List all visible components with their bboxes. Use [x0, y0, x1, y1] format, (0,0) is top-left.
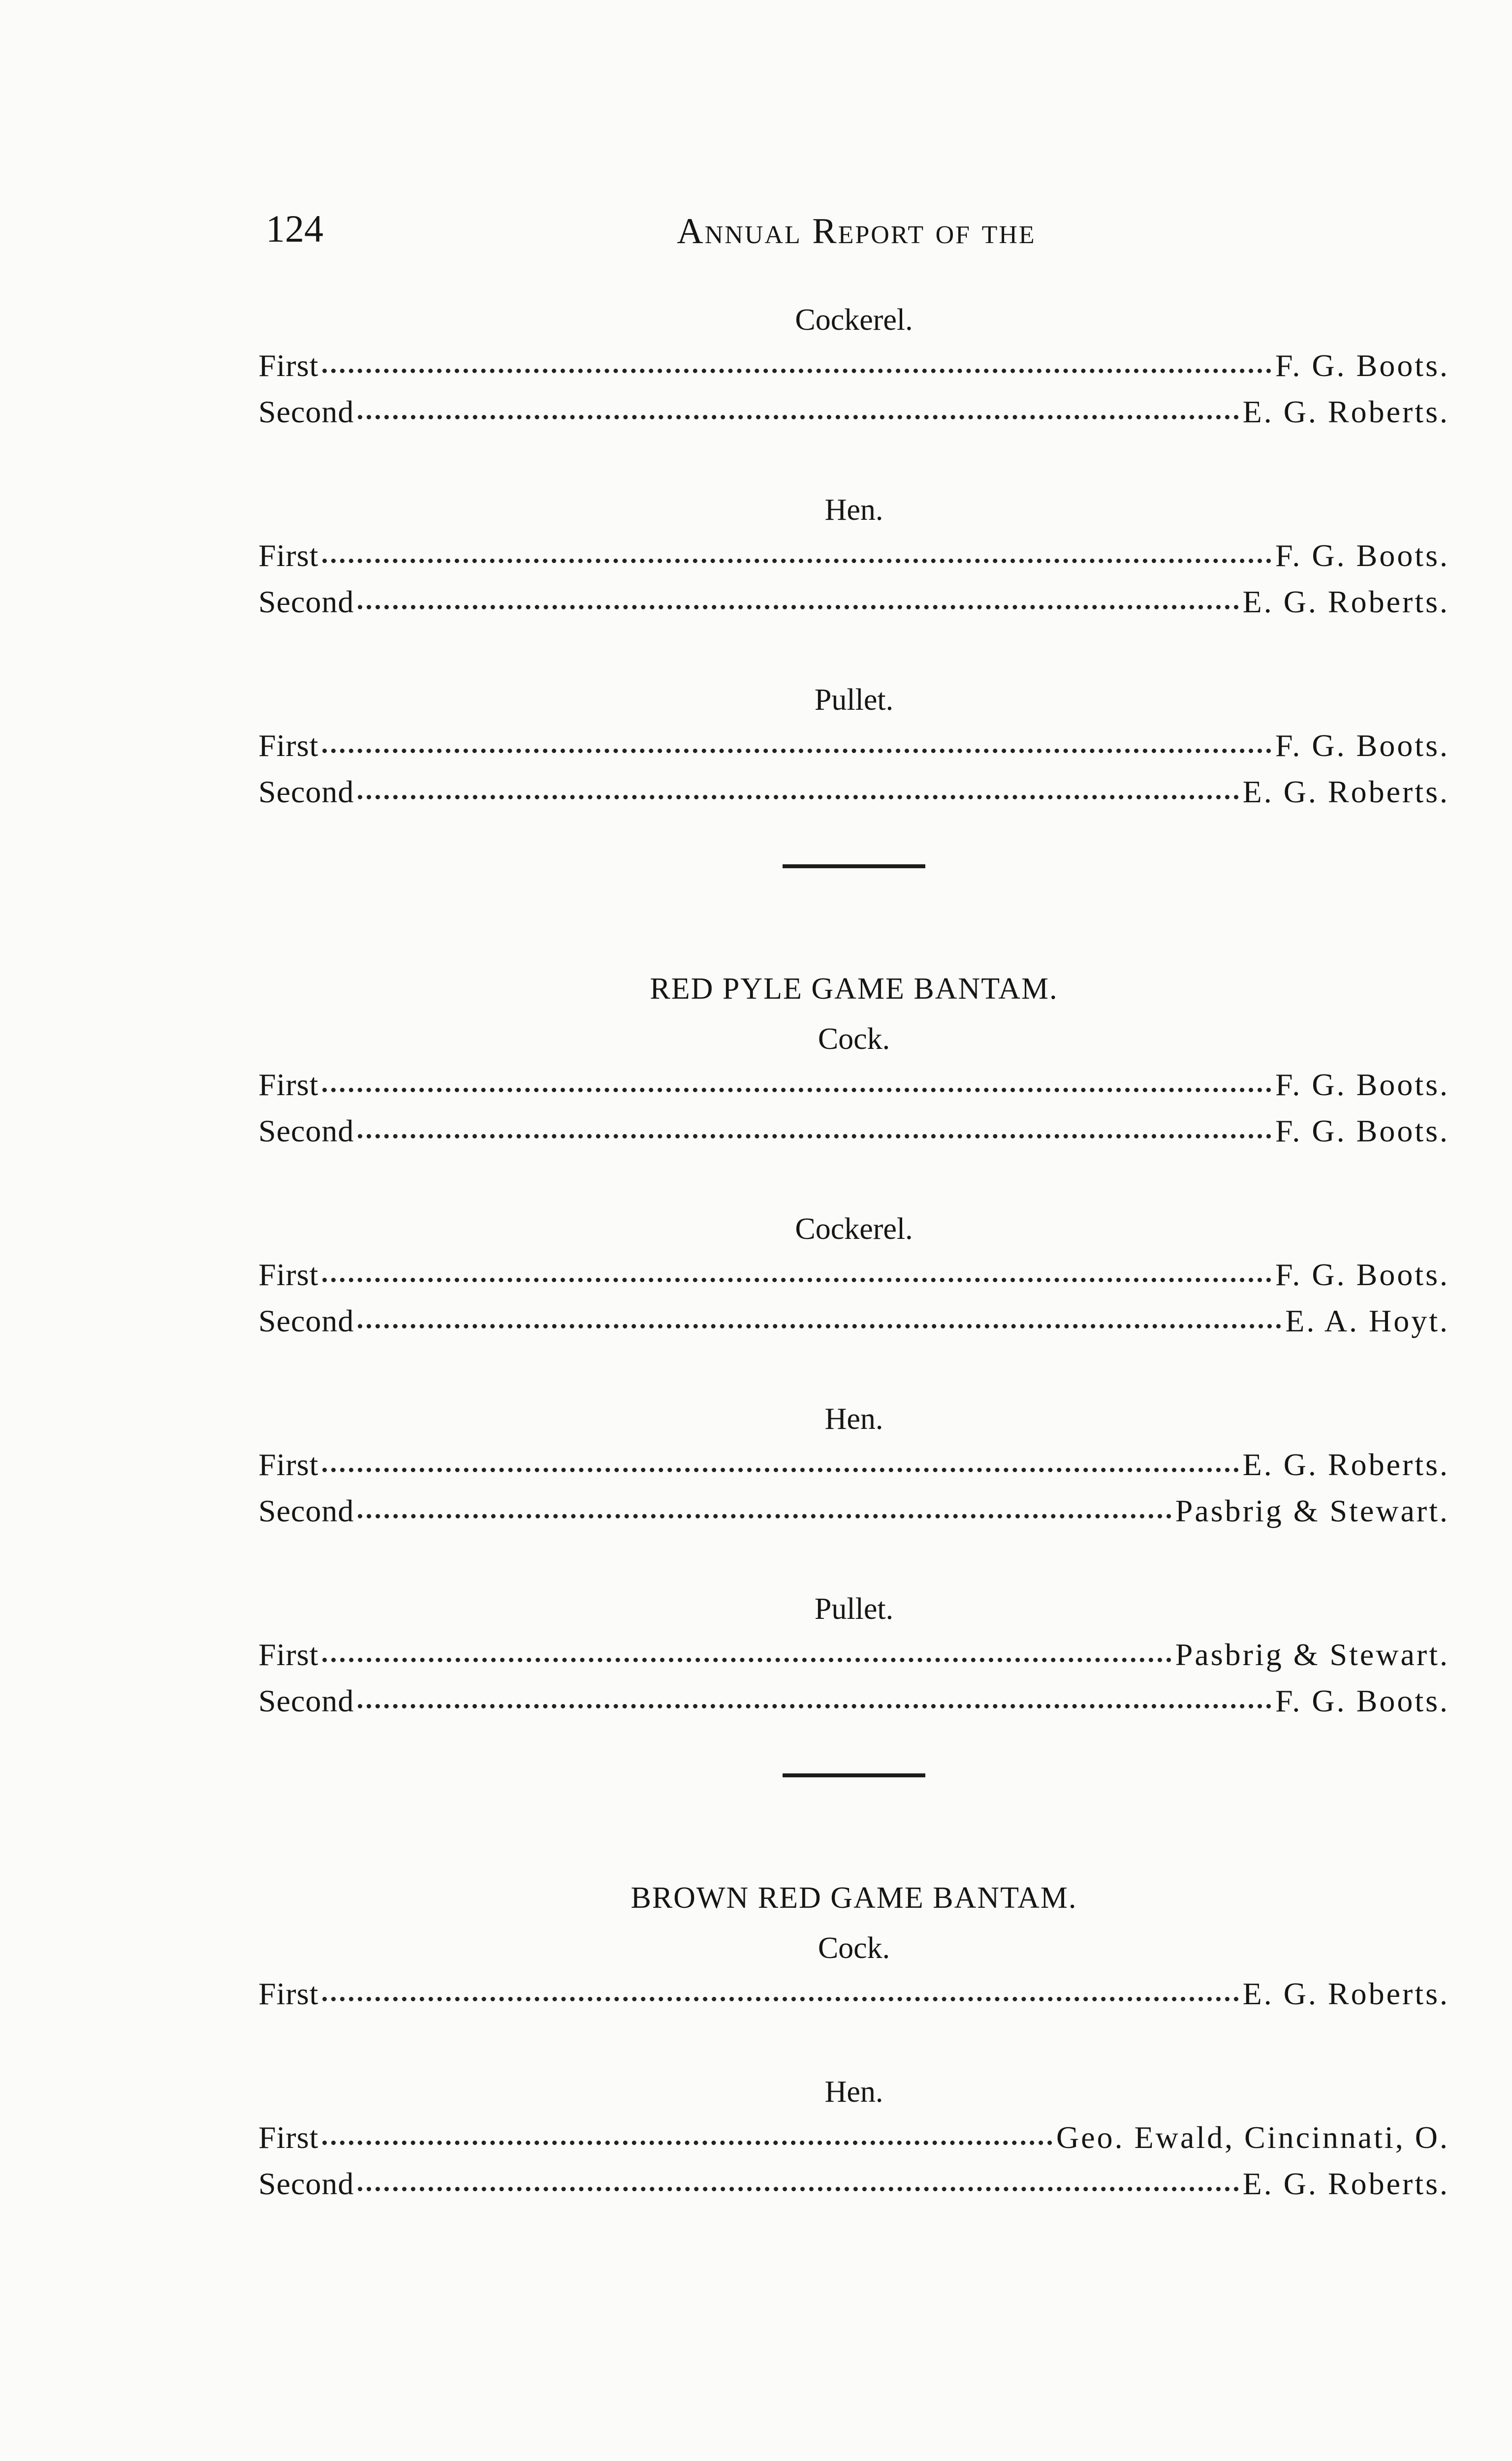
class-label: Pullet.	[814, 1592, 894, 1626]
class-label: Cockerel.	[795, 303, 913, 337]
award-entry	[258, 1298, 1449, 1344]
dot-leader	[322, 369, 1271, 373]
place-label: Second	[258, 1683, 354, 1718]
award-entry	[258, 389, 1449, 435]
class-label: Hen.	[824, 493, 883, 527]
class-label: Cock.	[818, 1022, 890, 1056]
place-label: Second	[258, 1493, 354, 1528]
section-rule	[783, 1773, 925, 1777]
dot-leader	[322, 1658, 1171, 1662]
dot-leader	[358, 605, 1238, 609]
dot-leader	[358, 2187, 1238, 2191]
dot-leader	[322, 1997, 1238, 2001]
award-entry	[258, 579, 1449, 625]
section-red-pyle-game-bantam	[258, 969, 1449, 1724]
class-label: Pullet.	[814, 683, 894, 717]
group-hen	[258, 1399, 1449, 1534]
award-entry	[258, 1678, 1449, 1724]
dot-leader	[358, 795, 1238, 799]
section-heading: BROWN RED GAME BANTAM.	[630, 1881, 1077, 1915]
group-hen	[258, 490, 1449, 625]
winner-name: F. G. Boots.	[1275, 348, 1449, 383]
award-entry	[258, 1252, 1449, 1298]
section-rule	[783, 864, 925, 868]
group-cock	[258, 1928, 1449, 2017]
group-pullet	[258, 680, 1449, 815]
place-label: First	[258, 1067, 319, 1102]
place-label: First	[258, 1637, 319, 1672]
winner-name: E. A. Hoyt.	[1285, 1303, 1449, 1338]
winner-name: E. G. Roberts.	[1242, 394, 1449, 429]
place-label: Second	[258, 2166, 354, 2201]
place-label: First	[258, 728, 319, 763]
dot-leader	[322, 1088, 1271, 1092]
class-label: Cock.	[818, 1931, 890, 1965]
dot-leader	[322, 749, 1271, 753]
winner-name: Geo. Ewald, Cincinnati, O.	[1056, 2120, 1449, 2155]
group-hen	[258, 2072, 1449, 2207]
award-entry	[258, 769, 1449, 815]
section-brown-red-game-bantam	[258, 1878, 1449, 2207]
document-body	[258, 300, 1449, 2207]
dot-leader	[322, 559, 1271, 563]
winner-name: F. G. Boots.	[1275, 1067, 1449, 1102]
winner-name: F. G. Boots.	[1275, 1113, 1449, 1148]
place-label: First	[258, 2120, 319, 2155]
winner-name: Pasbrig & Stewart.	[1175, 1493, 1449, 1528]
place-label: First	[258, 538, 319, 573]
running-title: Annual Report of the	[677, 211, 1036, 252]
group-pullet	[258, 1589, 1449, 1724]
winner-name: F. G. Boots.	[1275, 538, 1449, 573]
winner-name: E. G. Roberts.	[1242, 1976, 1449, 2011]
winner-name: Pasbrig & Stewart.	[1175, 1637, 1449, 1672]
place-label: Second	[258, 584, 354, 619]
running-head	[266, 207, 1447, 271]
award-entry	[258, 1108, 1449, 1154]
award-entry	[258, 723, 1449, 769]
group-cockerel	[258, 300, 1449, 435]
section-heading: RED PYLE GAME BANTAM.	[650, 972, 1058, 1006]
winner-name: F. G. Boots.	[1275, 1257, 1449, 1292]
winner-name: E. G. Roberts.	[1242, 774, 1449, 809]
dot-leader	[358, 1704, 1271, 1708]
class-label: Hen.	[824, 1402, 883, 1436]
place-label: First	[258, 1976, 319, 2011]
award-entry	[258, 1488, 1449, 1534]
dot-leader	[358, 415, 1238, 419]
place-label: Second	[258, 1303, 354, 1338]
group-cockerel	[258, 1209, 1449, 1344]
place-label: Second	[258, 774, 354, 809]
award-entry	[258, 343, 1449, 389]
award-entry	[258, 1062, 1449, 1108]
dot-leader	[322, 1278, 1271, 1282]
section-continued	[258, 300, 1449, 815]
award-entry	[258, 1632, 1449, 1678]
class-label: Hen.	[824, 2075, 883, 2109]
group-cock	[258, 1019, 1449, 1154]
dot-leader	[322, 2141, 1052, 2145]
winner-name: E. G. Roberts.	[1242, 584, 1449, 619]
dot-leader	[358, 1514, 1171, 1518]
winner-name: F. G. Boots.	[1275, 728, 1449, 763]
place-label: First	[258, 348, 319, 383]
dot-leader	[358, 1134, 1271, 1138]
class-label: Cockerel.	[795, 1212, 913, 1246]
winner-name: F. G. Boots.	[1275, 1683, 1449, 1718]
place-label: First	[258, 1447, 319, 1482]
place-label: Second	[258, 1113, 354, 1148]
award-entry	[258, 2161, 1449, 2207]
award-entry	[258, 1442, 1449, 1488]
award-entry	[258, 533, 1449, 579]
page-number: 124	[266, 207, 323, 250]
winner-name: E. G. Roberts.	[1242, 2166, 1449, 2201]
winner-name: E. G. Roberts.	[1242, 1447, 1449, 1482]
award-entry	[258, 1971, 1449, 2017]
dot-leader	[322, 1468, 1238, 1472]
award-entry	[258, 2114, 1449, 2161]
place-label: First	[258, 1257, 319, 1292]
place-label: Second	[258, 394, 354, 429]
dot-leader	[358, 1324, 1281, 1328]
